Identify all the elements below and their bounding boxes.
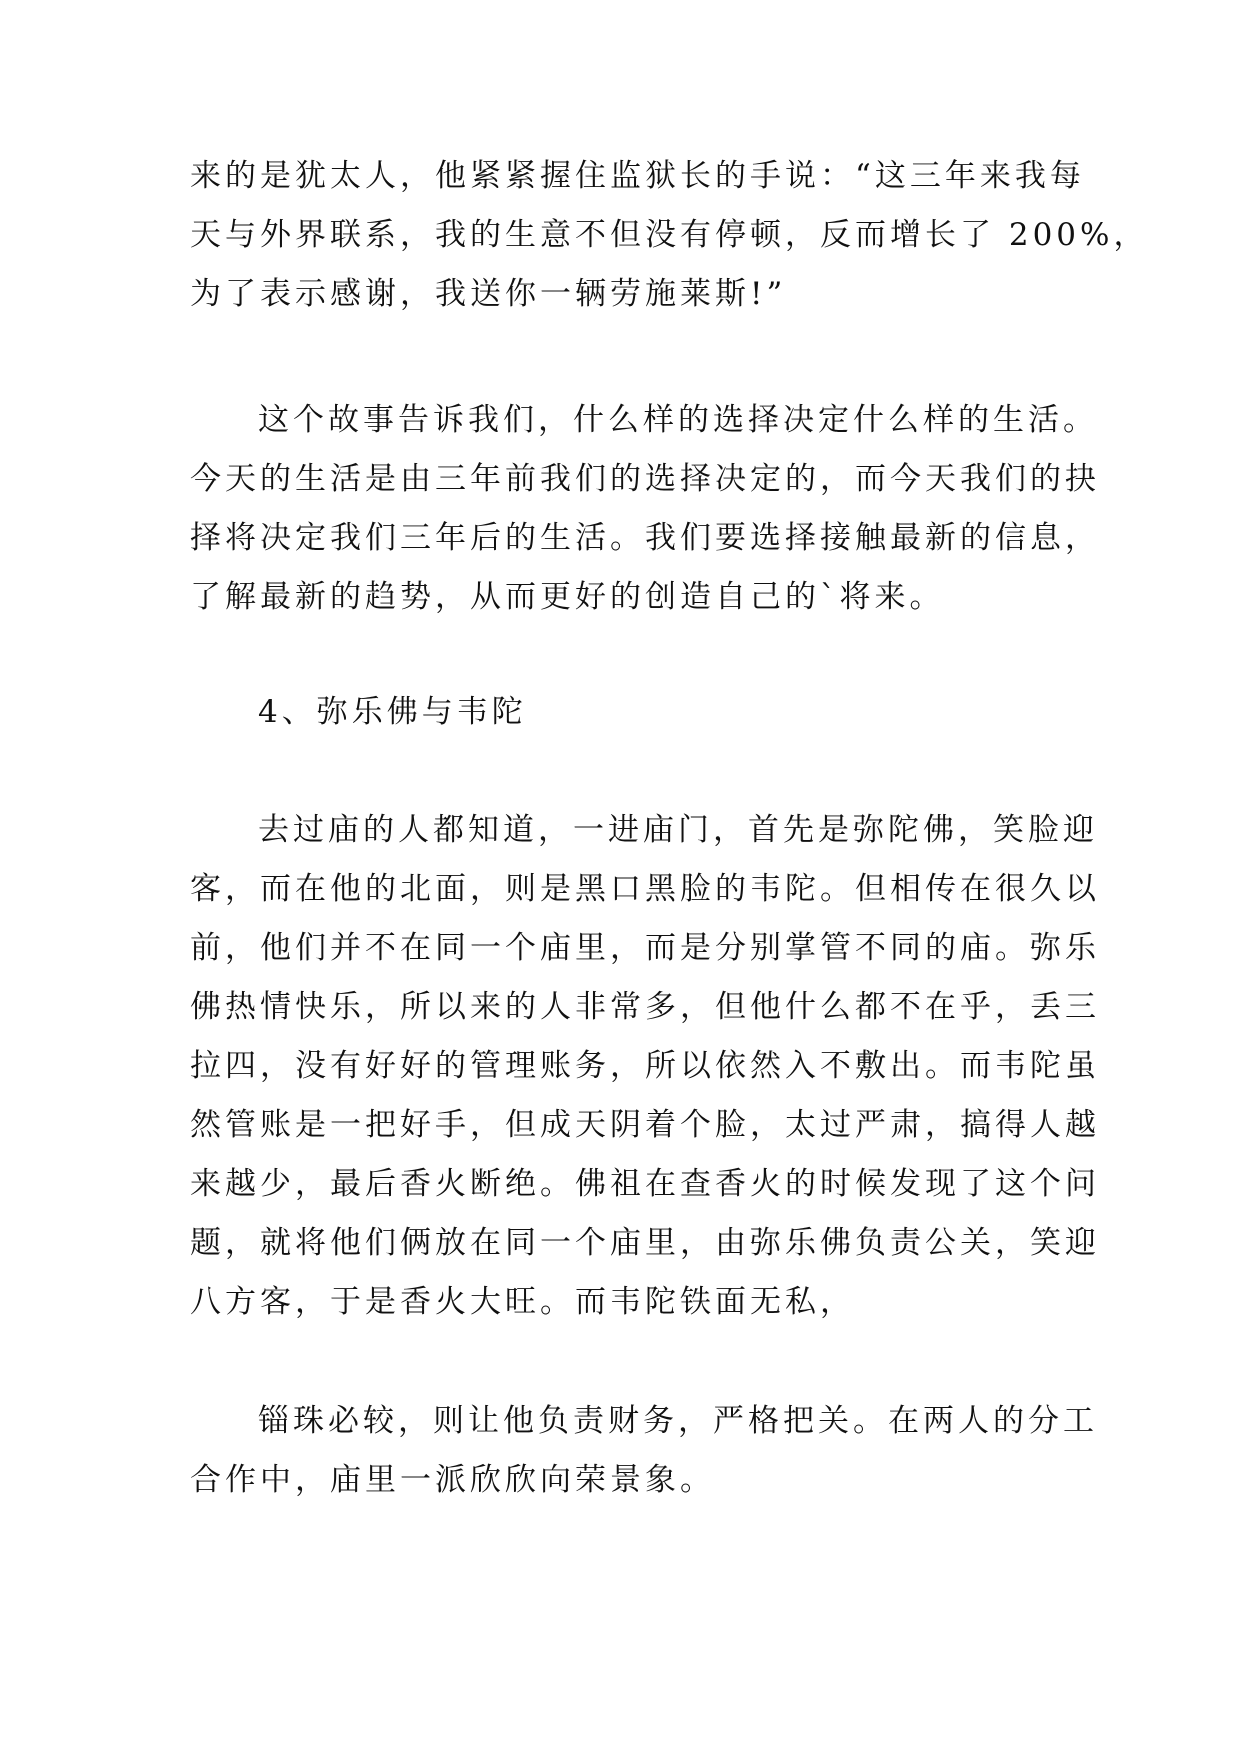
paragraph-line: 合作中，庙里一派欣欣向荣景象。 — [190, 1462, 715, 1498]
paragraph-line: 八方客，于是香火大旺。而韦陀铁面无私， — [190, 1284, 855, 1320]
paragraph-line: 锱珠必较，则让他负责财务，严格把关。在两人的分工 — [258, 1403, 1098, 1439]
paragraph-jewish-prisoner-ending — [190, 147, 1149, 324]
paragraph-line: 佛热情快乐，所以来的人非常多，但他什么都不在乎，丢三 — [190, 989, 1100, 1025]
paragraph-line: 择将决定我们三年后的生活。我们要选择接触最新的信息， — [190, 520, 1100, 556]
paragraph-line: 客，而在他的北面，则是黑口黑脸的韦陀。但相传在很久以 — [190, 871, 1100, 907]
paragraph-maitreya-weituo — [190, 801, 1100, 1332]
paragraph-line: 拉四，没有好好的管理账务，所以依然入不敷出。而韦陀虽 — [190, 1048, 1100, 1084]
paragraph-line: 来的是犹太人，他紧紧握住监狱长的手说：“这三年来我每 — [190, 158, 1085, 194]
paragraph-line: 了解最新的趋势，从而更好的创造自己的`将来。 — [190, 579, 945, 615]
heading-line: 4、弥乐佛与韦陀 — [258, 694, 527, 730]
paragraph-story-moral — [190, 391, 1100, 627]
paragraph-line: 天与外界联系，我的生意不但没有停顿，反而增长了 200%， — [190, 217, 1149, 253]
paragraph-line: 今天的生活是由三年前我们的选择决定的，而今天我们的抉 — [190, 461, 1100, 497]
paragraph-line: 这个故事告诉我们，什么样的选择决定什么样的生活。 — [258, 402, 1098, 438]
section-heading — [190, 683, 1080, 742]
paragraph-division-of-labor — [190, 1392, 1098, 1510]
paragraph-line: 然管账是一把好手，但成天阴着个脸，太过严肃，搞得人越 — [190, 1107, 1100, 1143]
paragraph-line: 题，就将他们俩放在同一个庙里，由弥乐佛负责公关，笑迎 — [190, 1225, 1100, 1261]
paragraph-line: 前，他们并不在同一个庙里，而是分别掌管不同的庙。弥乐 — [190, 930, 1100, 966]
paragraph-line: 为了表示感谢，我送你一辆劳施莱斯!” — [190, 276, 787, 312]
paragraph-line: 来越少，最后香火断绝。佛祖在查香火的时候发现了这个问 — [190, 1166, 1100, 1202]
paragraph-line: 去过庙的人都知道，一进庙门，首先是弥陀佛，笑脸迎 — [258, 812, 1098, 848]
